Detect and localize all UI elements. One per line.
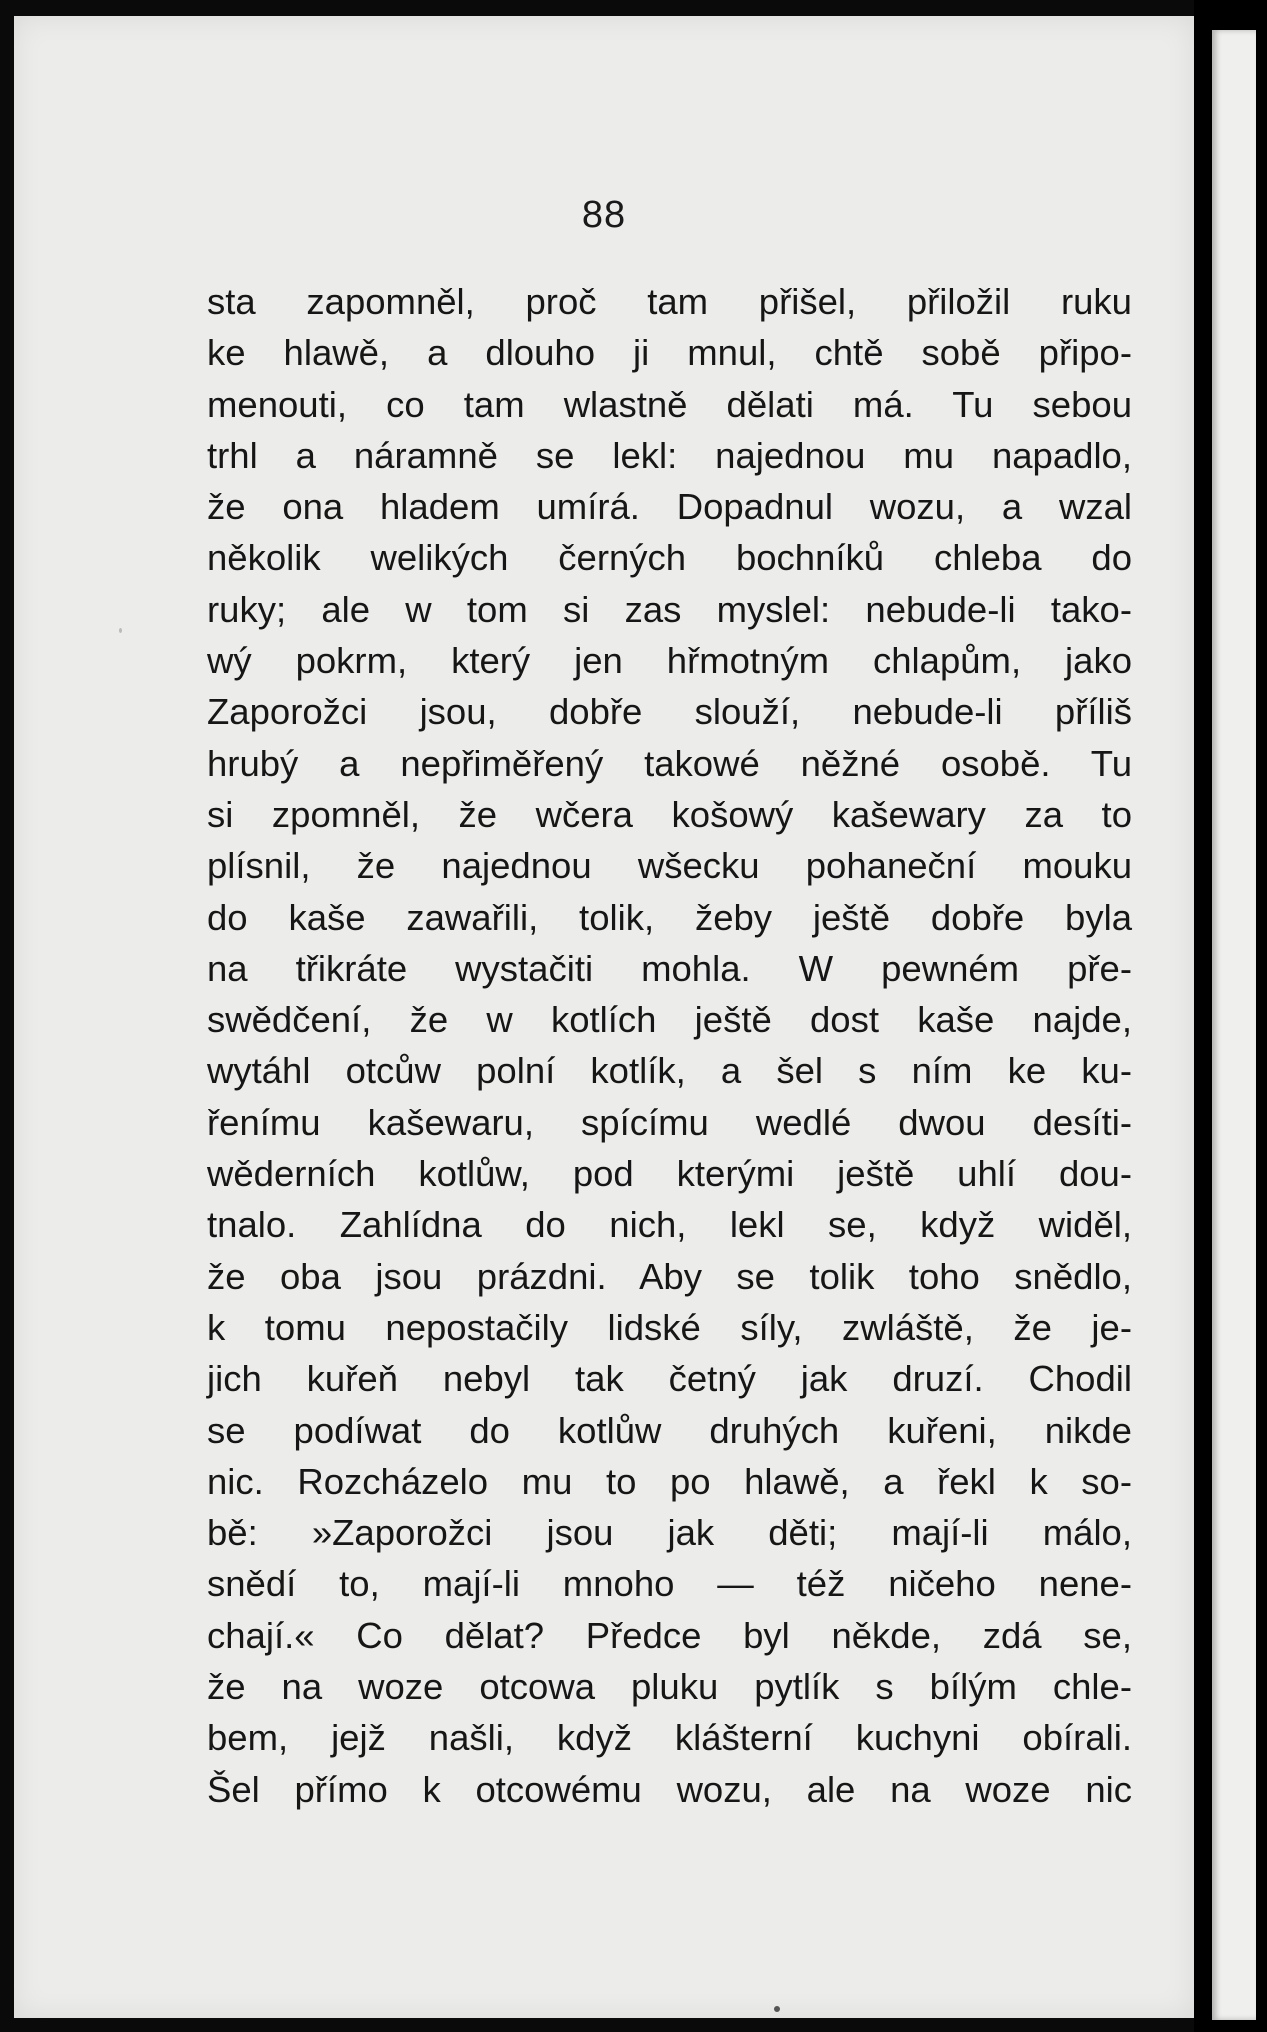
text-line: menouti, co tam wlastně dělati má. Tu sebou: [207, 383, 1132, 425]
text-line: plísnil, že najednou wšecku pohaneční mouku: [207, 845, 1132, 887]
text-line: chají.« Co dělat? Předce byl někde, zdá se,: [207, 1614, 1132, 1656]
text-line: ke hlawě, a dlouho ji mnul, chtě sobě připo-: [207, 332, 1132, 374]
text-line: Zaporožci jsou, dobře slouží, nebude-li příliš: [207, 691, 1132, 733]
text-line: sta zapomněl, proč tam přišel, přiložil ruku: [207, 281, 1132, 322]
text-line: wěderních kotlůw, pod kterými ještě uhlí dou-: [207, 1153, 1132, 1195]
page-number: 88: [581, 194, 627, 236]
text-line: si zpomněl, že wčera košowý kašewary za to: [207, 793, 1132, 835]
text-line: do kaše zawařili, tolik, žeby ještě dobře byla: [207, 896, 1132, 938]
text-line: snědí to, mají-li mnoho — též ničeho nene-: [207, 1563, 1132, 1605]
book-page: [14, 16, 1194, 2018]
text-line: se podíwat do kotlůw druhých kuřeni, nikde: [207, 1409, 1132, 1451]
speck-mark: [774, 2006, 780, 2012]
binding-edge: [1194, 0, 1267, 2032]
text-line: k tomu nepostačily lidské síly, zwláště, že je-: [207, 1306, 1132, 1348]
text-line: že oba jsou prázdni. Aby se tolik toho snědlo,: [207, 1255, 1132, 1297]
body-text: [207, 276, 1132, 1815]
text-line: tnalo. Zahlídna do nich, lekl se, když widěl,: [207, 1204, 1132, 1246]
text-line: na třikráte wystačiti mohla. W pewném pře-: [207, 947, 1132, 989]
text-line: swědčení, že w kotlích ještě dost kaše najde,: [207, 999, 1132, 1041]
text-line: nic. Rozcházelo mu to po hlawě, a řekl k so-: [207, 1460, 1132, 1502]
text-line: několik welikých černých bochníků chleba do: [207, 537, 1132, 579]
text-line: trhl a náramně se lekl: najednou mu napadlo,: [207, 434, 1132, 476]
adjacent-page-edge: [1212, 30, 1256, 2020]
text-line: wytáhl otcůw polní kotlík, a šel s ním ke ku-: [207, 1050, 1132, 1092]
text-line: bě: »Zaporožci jsou jak děti; mají-li málo,: [207, 1512, 1132, 1554]
text-line: hrubý a nepřiměřený takowé něžné osobě. Tu: [207, 742, 1132, 784]
text-line: jich kuřeň nebyl tak četný jak druzí. Chodil: [207, 1358, 1132, 1400]
text-line: že na woze otcowa pluku pytlík s bílým chle-: [207, 1666, 1132, 1708]
text-line: wý pokrm, který jen hřmotným chlapům, jako: [207, 640, 1132, 682]
text-line: ruky; ale w tom si zas myslel: nebude-li tako-: [207, 588, 1132, 630]
text-line: Šel přímo k otcowému wozu, ale na woze nic: [207, 1768, 1132, 1810]
text-line: bem, jejž našli, když klášterní kuchyni obírali.: [207, 1717, 1132, 1759]
speck-mark: [119, 628, 122, 633]
text-line: že ona hladem umírá. Dopadnul wozu, a wzal: [207, 486, 1132, 528]
text-line: řenímu kašewaru, spícímu wedlé dwou desíti-: [207, 1101, 1132, 1143]
